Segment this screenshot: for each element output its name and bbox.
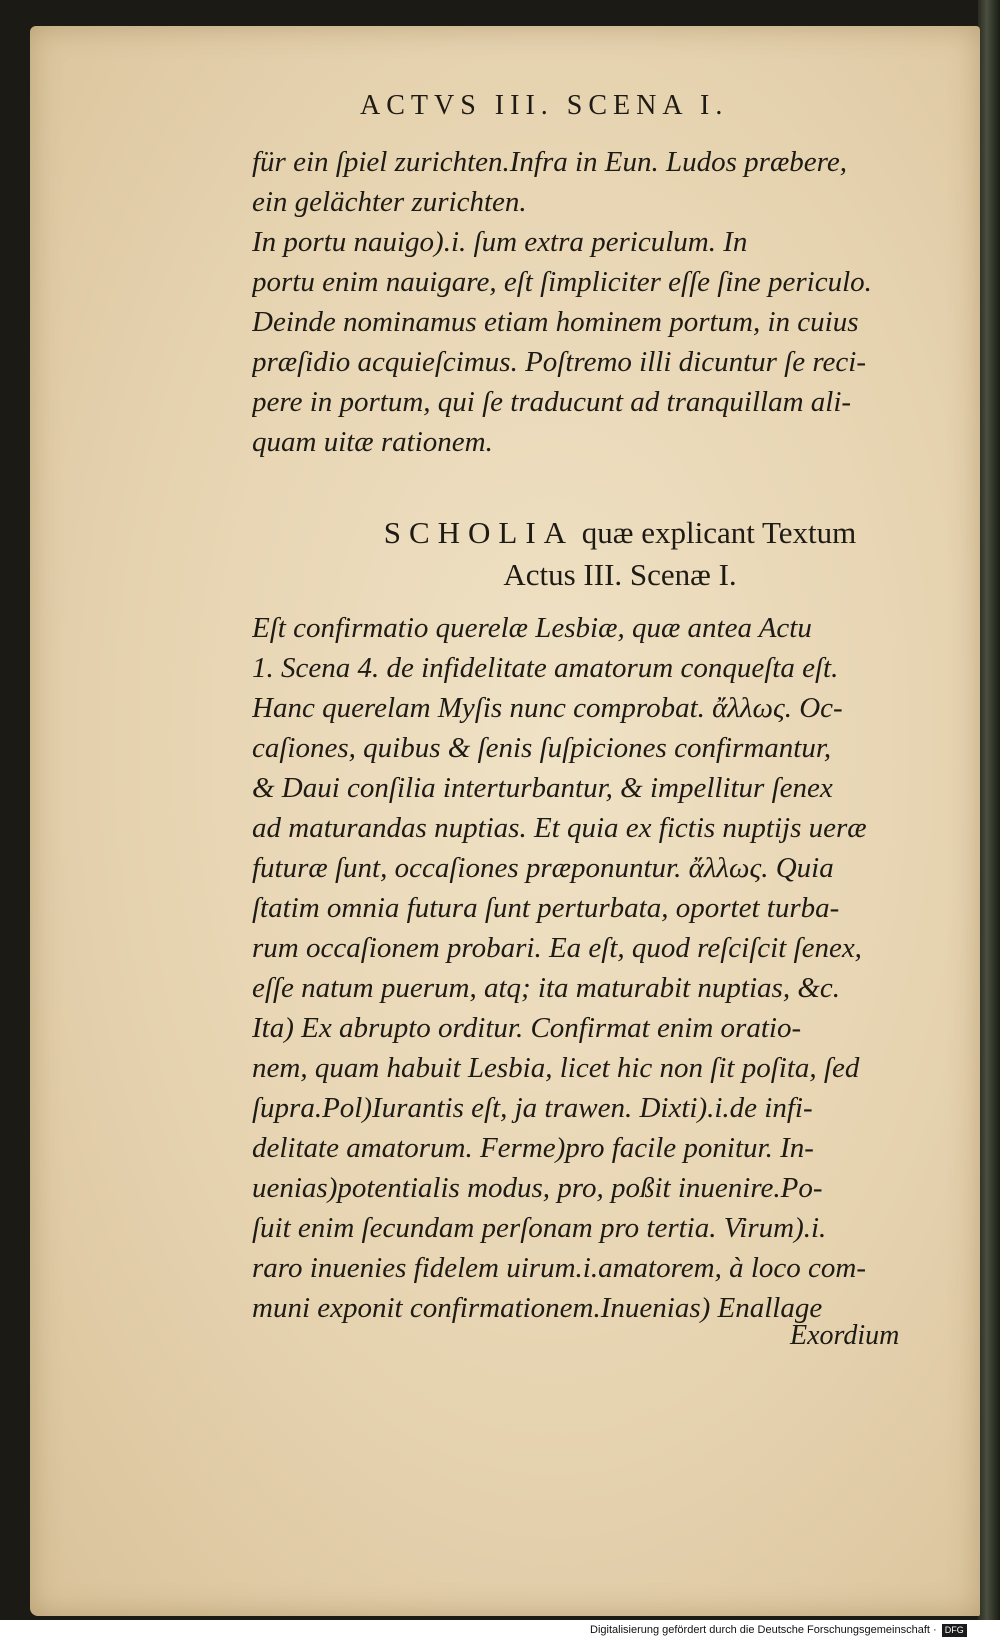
text-line: ſuit enim ſecundam perſonam pro tertia. Virum).i. [252,1212,827,1244]
text-line: præſidio acquieſcimus. Poſtremo illi dicuntur ſe reci- [252,346,867,378]
text-line: ad maturandas nuptias. Et quia ex fictis nuptijs ueræ [252,812,867,844]
heading-line-2: Actus III. Scenæ I. [503,557,737,592]
running-head: ACTVS III. SCENA I. [360,90,729,121]
text-line: eſſe natum puerum, atq; ita maturabit nuptias, &c. [252,972,841,1004]
text-line: für ein ſpiel zurichten.Infra in Eun. Ludos præbere, [252,146,848,178]
text-line: portu enim nauigare, eſt ſimpliciter eſſe ſine periculo. [252,266,872,298]
book-page [30,26,980,1616]
text-line: 1. Scena 4. de infidelitate amatorum conqueſta eſt. [252,652,839,684]
dfg-logo: DFG [942,1624,967,1637]
section-heading [300,512,940,596]
text-line: & Daui conſilia interturbantur, & impellitur ſenex [252,772,833,804]
text-line: ſupra.Pol)Iurantis eſt, ja trawen. Dixti).i.de infi- [252,1092,813,1124]
scholia-text [252,608,952,1328]
book-spine-edge [978,0,1000,1620]
heading-line-1 [300,512,940,554]
text-line: muni exponit confirmationem.Inuenias) Enallage [252,1292,823,1324]
text-line: delitate amatorum. Ferme)pro facile ponitur. In- [252,1132,814,1164]
footer-text: Digitalisierung gefördert durch die Deutsche Forschungsgemeinschaft · [590,1624,937,1636]
text-line: Eſt confirmatio querelæ Lesbiæ, quæ antea Actu [252,612,812,644]
text-line: nem, quam habuit Lesbia, licet hic non ſit poſita, ſed [252,1052,860,1084]
catchword: Exordium [790,1320,900,1351]
text-line: ſtatim omnia futura ſunt perturbata, oportet turba- [252,892,840,924]
text-line: ein gelächter zurichten. [252,186,527,218]
commentary-text [252,142,952,462]
text-line: uenias)potentialis modus, pro, poßit inuenire.Po- [252,1172,823,1204]
text-line: rum occaſionem probari. Ea eſt, quod reſciſcit ſenex, [252,932,862,964]
text-line: quam uitæ rationem. [252,426,493,458]
text-line: Deinde nominamus etiam hominem portum, in cuius [252,306,859,338]
heading-rest: quæ explicant Textum [581,515,857,550]
text-line: pere in portum, qui ſe traducunt ad tranquillam ali- [252,386,852,418]
text-line: In portu nauigo).i. ſum extra periculum. In [252,226,748,258]
digitization-footer [590,1622,1000,1639]
text-line: raro inuenies fidelem uirum.i.amatorem, à loco com- [252,1252,867,1284]
text-line: Hanc querelam Myſis nunc comprobat. ἄλλως. Oc- [252,692,843,724]
text-line: Ita) Ex abrupto orditur. Confirmat enim oratio- [252,1012,802,1044]
heading-scholia: SCHOLIA [383,515,575,550]
text-line: caſiones, quibus & ſenis ſuſpiciones confirmantur, [252,732,832,764]
text-line: futuræ ſunt, occaſiones præponuntur. ἄλλως. Quia [252,852,834,884]
